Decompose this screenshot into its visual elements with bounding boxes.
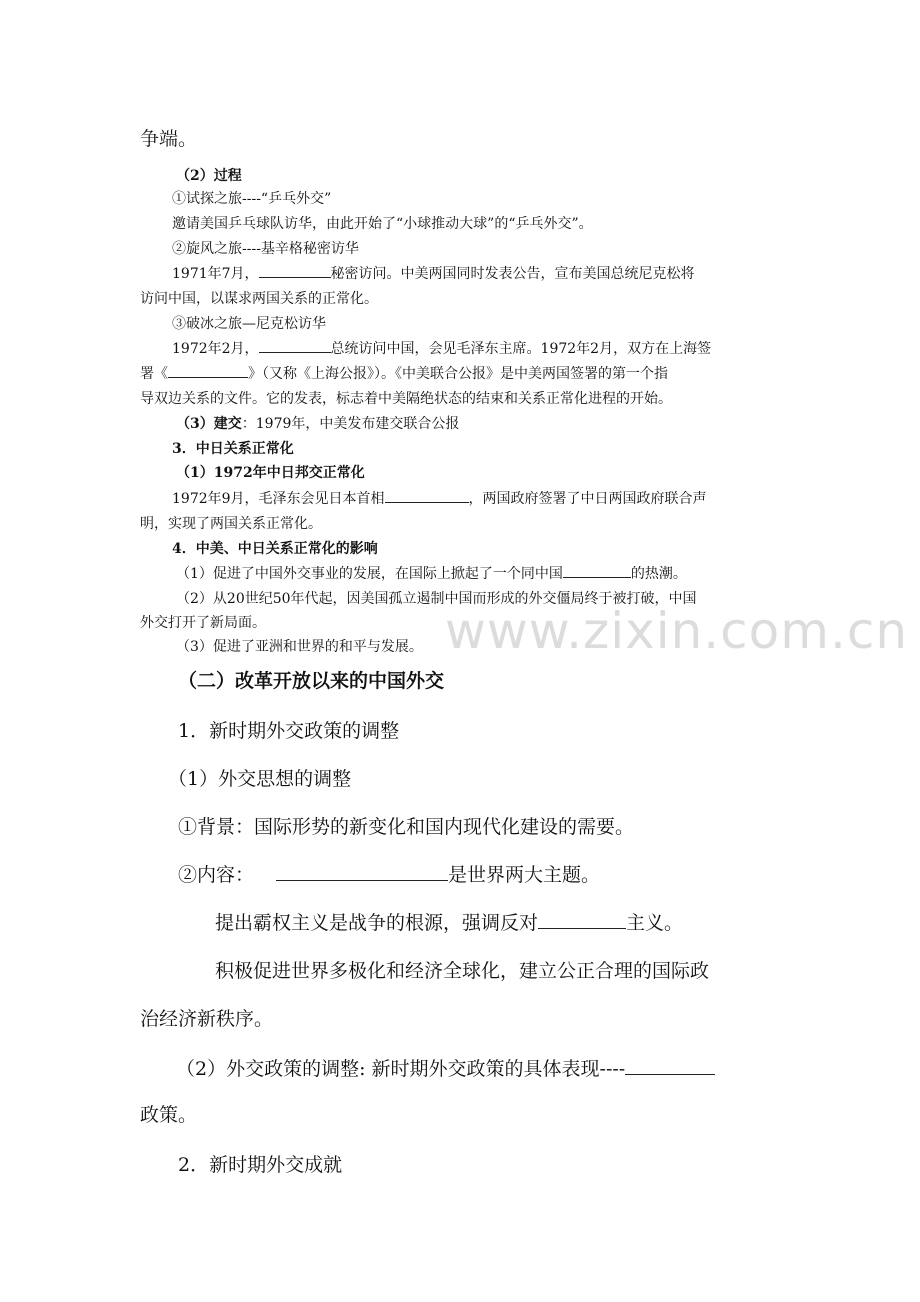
policy-line2: 政策。 xyxy=(140,1104,198,1126)
kissinger-title: ②旋风之旅----基辛格秘密访华 xyxy=(172,241,359,257)
nixon-date: 1972年2月， xyxy=(172,341,259,357)
part-two-heading: （二）改革开放以来的中国外交 xyxy=(178,670,445,692)
blank-two-themes[interactable] xyxy=(276,861,448,881)
continuation-line: 争端。 xyxy=(140,128,198,150)
nixon-title: ③破冰之旅—尼克松访华 xyxy=(172,316,326,332)
nixon-text-line3: 导双边关系的文件。它的发表，标志着中美隔绝状态的结束和关系正常化进程的开始。 xyxy=(140,391,672,407)
pingpong-text: 邀请美国乒乓球队访华，由此开始了“小球推动大球”的“乒乓外交”。 xyxy=(172,216,593,232)
impact-point-2-line2: 外交打开了新局面。 xyxy=(140,615,266,631)
japan-text-start: 1972年9月，毛泽东会见日本首相 xyxy=(172,491,385,507)
kissinger-text-line1 xyxy=(172,263,695,283)
kissinger-text-line2: 访问中国，以谋求两国关系的正常化。 xyxy=(140,291,378,307)
impact-point-2-line1: （2）从20世纪50年代起，因美国孤立遏制中国而形成的外交僵局终于被打破，中国 xyxy=(176,591,697,607)
background-line: ①背景：国际形势的新变化和国内现代化建设的需要。 xyxy=(178,816,635,838)
hegemony-text: 提出霸权主义是战争的根源，强调反对 xyxy=(215,912,539,934)
content-rest: 是世界两大主题。 xyxy=(448,864,601,886)
section-1-heading: 1．新时期外交政策的调整 xyxy=(178,720,400,742)
watermark: www.zixin.com.cn xyxy=(445,602,909,660)
section-2-heading: 2．新时期外交成就 xyxy=(178,1154,343,1176)
kissinger-date: 1971年7月， xyxy=(172,266,259,282)
establish-label: （3）建交 xyxy=(176,416,242,432)
establish-text: ：1979年，中美发布建交联合公报 xyxy=(241,416,460,432)
nixon-text-line2 xyxy=(140,363,668,383)
japan-text-line2: 明，实现了两国关系正常化。 xyxy=(140,516,322,532)
impact-point-1 xyxy=(176,563,687,583)
blank-policy[interactable] xyxy=(625,1055,715,1075)
japan-text-line1 xyxy=(172,488,707,508)
blank-nixon[interactable] xyxy=(259,338,331,353)
impact-1-end: 的热潮。 xyxy=(630,566,687,582)
nixon-signed: 署《 xyxy=(140,366,168,382)
multipolar-line2: 治经济新秩序。 xyxy=(140,1008,274,1030)
nixon-communique-text: 》（又称《上海公报》）。《中美联合公报》是中美两国签署的第一个指 xyxy=(248,366,668,382)
policy-text: （2）外交政策的调整: 新时期外交政策的具体表现---- xyxy=(176,1058,626,1080)
blank-japan-pm[interactable] xyxy=(385,488,469,503)
blank-communique[interactable] xyxy=(168,363,248,378)
process-heading: （2）过程 xyxy=(176,168,242,184)
nixon-text-line1 xyxy=(172,338,711,358)
policy-line1 xyxy=(176,1054,715,1081)
blank-impact[interactable] xyxy=(563,563,631,578)
content-label: ②内容： xyxy=(178,864,255,886)
japan-text-rest: ，两国政府签署了中日两国政府联合声 xyxy=(468,491,707,507)
establish-line xyxy=(176,413,459,433)
impact-heading: 4．中美、中日关系正常化的影响 xyxy=(172,541,378,557)
content-line xyxy=(178,860,600,887)
blank-kissinger[interactable] xyxy=(259,263,331,278)
section-1-1-heading: （1）外交思想的调整 xyxy=(168,768,352,790)
japan-subheading: （1）1972年中日邦交正常化 xyxy=(176,465,365,481)
impact-point-3: （3）促进了亚洲和世界的和平与发展。 xyxy=(176,639,423,655)
kissinger-rest: 秘密访问。中美两国同时发表公告，宣布美国总统尼克松将 xyxy=(330,266,695,282)
pingpong-title: ①试探之旅----“乒乓外交” xyxy=(172,191,332,207)
nixon-rest: 总统访问中国，会见毛泽东主席。1972年2月，双方在上海签 xyxy=(330,341,712,357)
hegemony-end: 主义。 xyxy=(626,912,684,934)
multipolar-line1: 积极促进世界多极化和经济全球化，建立公正合理的国际政 xyxy=(215,960,710,982)
blank-hegemony[interactable] xyxy=(538,909,626,929)
hegemony-line xyxy=(215,908,683,935)
impact-1-text: （1）促进了中国外交事业的发展，在国际上掀起了一个同中国 xyxy=(176,566,563,582)
japan-heading: 3．中日关系正常化 xyxy=(172,441,294,457)
